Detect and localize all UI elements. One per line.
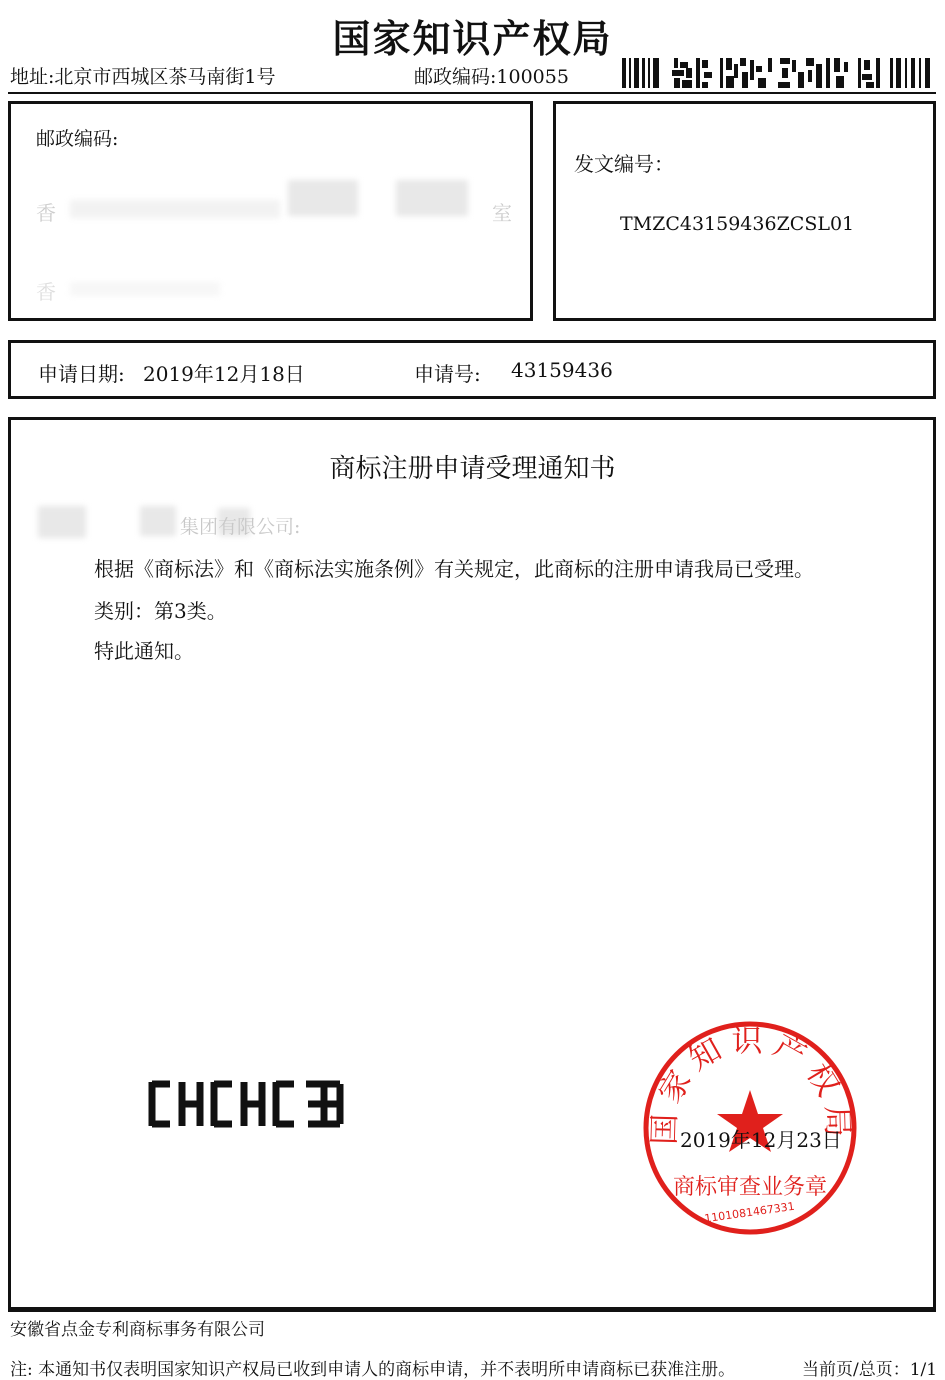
agency-name: 安徽省点金专利商标事务有限公司: [10, 1320, 265, 1340]
recipient-postcode-label: 邮政编码:: [36, 128, 119, 150]
notice-addressee: 集团有限公司:: [180, 516, 301, 538]
footer-note: 注: 本通知书仅表明国家知识产权局已收到申请人的商标申请，并不表明所申请商标已获准注册。: [10, 1360, 736, 1380]
redacted-address: [70, 200, 280, 218]
notice-body: 根据《商标法》和《商标法实施条例》有关规定，此商标的注册申请我局已受理。: [94, 557, 814, 581]
office-postcode: 邮政编码:100055: [414, 66, 569, 88]
trademark-logo-image: [148, 1080, 346, 1128]
doc-number-label: 发文编号：: [574, 152, 674, 176]
header-divider: [8, 92, 936, 94]
redacted-name: [70, 282, 220, 296]
notice-title: 商标注册申请受理通知书: [329, 454, 616, 484]
seal-top-text: 国家知识产权局: [646, 1023, 856, 1146]
application-date-label: 申请日期:: [38, 362, 125, 386]
recipient-name-start: 香: [36, 280, 56, 304]
office-address: 地址:北京市西城区茶马南街1号: [10, 66, 276, 88]
doc-number-value: TMZC43159436ZCSL01: [620, 213, 855, 235]
redacted-block: [140, 506, 176, 536]
redacted-block: [288, 180, 358, 216]
notice-issue-date: 2019年12月23日: [680, 1128, 842, 1152]
redacted-block: [38, 506, 86, 538]
doc-number-box: [553, 101, 936, 321]
seal-bottom-text: 商标审查业务章: [672, 1175, 828, 1200]
footer-divider: [8, 1310, 936, 1312]
page-indicator: 当前页/总页：1/1: [802, 1360, 938, 1380]
seal-serial: 1101081467331: [703, 1199, 796, 1226]
recipient-address-start: 香: [36, 201, 56, 225]
notice-closing: 特此通知。: [94, 639, 194, 663]
application-number-label: 申请号:: [414, 362, 481, 386]
recipient-address-end: 室: [492, 201, 512, 225]
notice-category: 类别：第3类。: [94, 599, 227, 623]
redacted-block: [396, 180, 468, 216]
office-title: 国家知识产权局: [332, 17, 613, 61]
application-number-value: 43159436: [511, 358, 613, 382]
barcode-image: [622, 56, 932, 90]
application-date-value: 2019年12月18日: [143, 362, 305, 386]
